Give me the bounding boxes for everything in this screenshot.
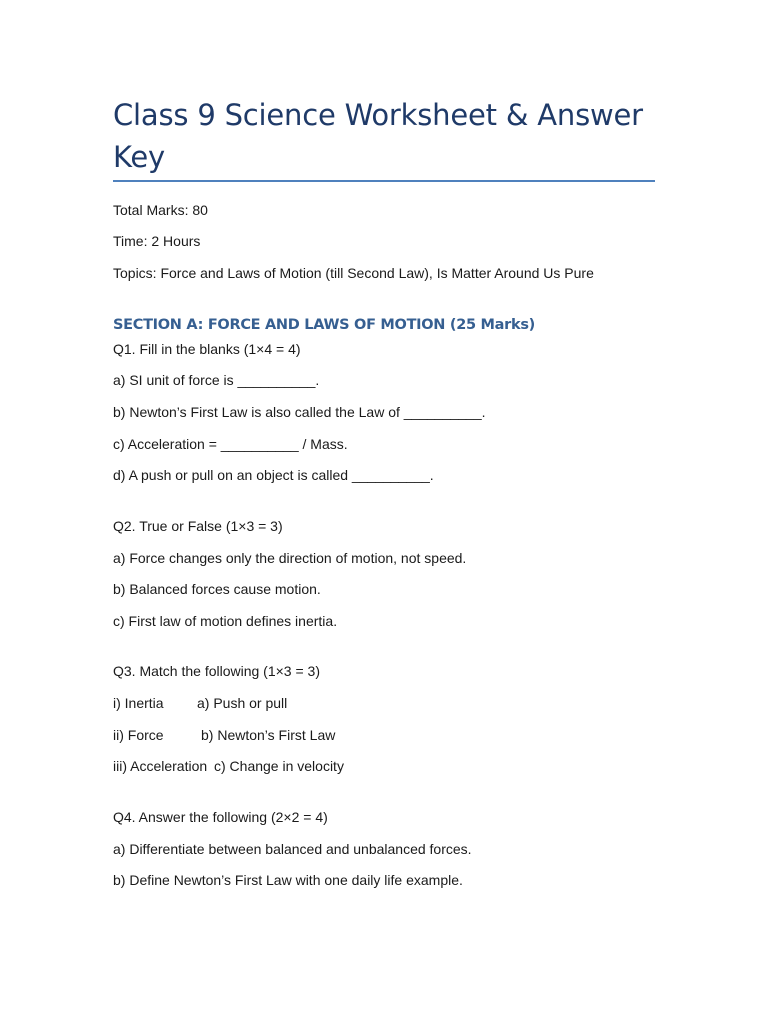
q3-row-2-right: b) Newton’s First Law	[201, 727, 336, 743]
q2-item-b: b) Balanced forces cause motion.	[113, 581, 321, 597]
document-title: Class 9 Science Worksheet & Answer Key	[113, 98, 643, 174]
q4-item-a: a) Differentiate between balanced and unbalanced forces.	[113, 841, 472, 857]
q3-row-3-right: c) Change in velocity	[214, 758, 344, 774]
q2-item-c: c) First law of motion defines inertia.	[113, 613, 338, 629]
section-a-heading: SECTION A: FORCE AND LAWS OF MOTION (25 Marks)	[113, 317, 536, 333]
total-marks: Total Marks: 80	[113, 202, 208, 218]
topics: Topics: Force and Laws of Motion (till Second Law), Is Matter Around Us Pure	[113, 265, 594, 281]
q3-row-3-left: iii) Acceleration	[113, 758, 208, 774]
q3-row-1-left: i) Inertia	[113, 695, 164, 711]
q1-item-b: b) Newton’s First Law is also called the Law of __________.	[113, 404, 486, 420]
q3-prompt: Q3. Match the following (1×3 = 3)	[113, 663, 320, 679]
q4-item-b: b) Define Newton’s First Law with one daily life example.	[113, 872, 463, 888]
q3-row-1-right: a) Push or pull	[197, 695, 288, 711]
q2-item-a: a) Force changes only the direction of motion, not speed.	[113, 550, 467, 566]
q1-item-d: d) A push or pull on an object is called __________.	[113, 467, 434, 483]
q1-item-c: c) Acceleration = __________ / Mass.	[113, 436, 348, 452]
time-allowed: Time: 2 Hours	[113, 233, 201, 249]
q3-row-2-left: ii) Force	[113, 727, 164, 743]
q4-prompt: Q4. Answer the following (2×2 = 4)	[113, 809, 328, 825]
q1-item-a: a) SI unit of force is __________.	[113, 372, 320, 388]
title-underline-rule	[113, 180, 655, 182]
q2-prompt: Q2. True or False (1×3 = 3)	[113, 518, 283, 534]
q1-prompt: Q1. Fill in the blanks (1×4 = 4)	[113, 341, 301, 357]
